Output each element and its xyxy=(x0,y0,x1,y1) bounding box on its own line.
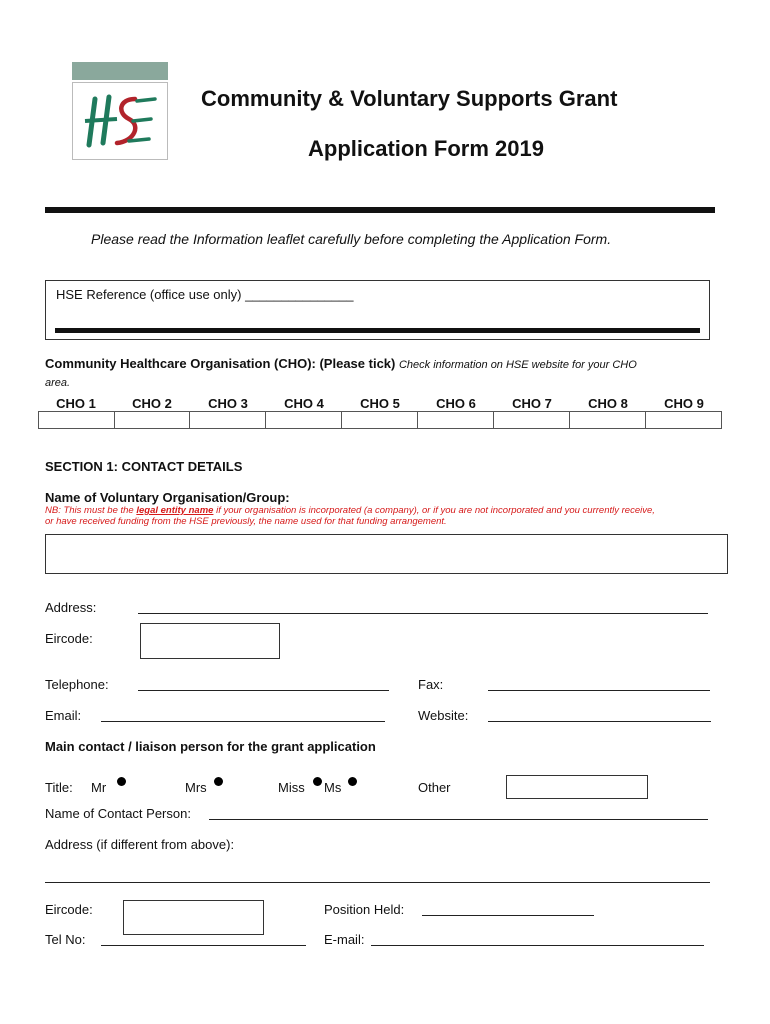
form-title-line2: Application Form 2019 xyxy=(308,136,544,161)
cho-checkbox-2[interactable] xyxy=(114,411,190,429)
cho-header-4: CHO 4 xyxy=(284,396,324,411)
email-line[interactable] xyxy=(101,721,385,722)
email-label: Email: xyxy=(45,708,82,723)
cho-checkbox-5[interactable] xyxy=(342,411,418,429)
contact-eircode-label: Eircode: xyxy=(45,902,93,917)
miss-radio[interactable] xyxy=(313,777,322,786)
main-contact-heading: Main contact / liaison person for the grant application xyxy=(45,739,376,754)
telephone-label: Telephone: xyxy=(45,677,109,692)
cho-header-5: CHO 5 xyxy=(360,396,400,411)
fax-label: Fax: xyxy=(418,677,444,692)
contact-name-line[interactable] xyxy=(209,819,708,820)
contact-email-line[interactable] xyxy=(371,945,704,946)
cho-question xyxy=(45,356,637,371)
contact-tel-label: Tel No: xyxy=(45,932,86,947)
position-label: Position Held: xyxy=(324,902,405,917)
address-line[interactable] xyxy=(138,613,708,614)
title-option-ms: Ms xyxy=(324,780,342,795)
cho-checkbox-3[interactable] xyxy=(190,411,266,429)
fax-line[interactable] xyxy=(488,690,710,691)
cho-checkbox-8[interactable] xyxy=(570,411,646,429)
ms-radio[interactable] xyxy=(348,777,357,786)
eircode-input[interactable] xyxy=(140,623,280,659)
mr-radio[interactable] xyxy=(117,777,126,786)
cho-header-8: CHO 8 xyxy=(588,396,628,411)
cho-header-6: CHO 6 xyxy=(436,396,476,411)
cho-question-bold: Community Healthcare Organisation (CHO): (Please tick) xyxy=(45,356,396,371)
cho-question-italic-2: area. xyxy=(45,377,71,389)
note-rest: if your organisation is incorporated (a company), or if you are not incorporated and you currently receive, xyxy=(213,505,655,516)
other-title-input[interactable] xyxy=(506,775,648,799)
position-line[interactable] xyxy=(422,915,594,916)
title-rule xyxy=(45,207,715,213)
alt-address-label: Address (if different from above): xyxy=(45,837,235,852)
legal-entity-note xyxy=(45,505,725,516)
cho-header-7: CHO 7 xyxy=(512,396,552,411)
cho-header-1: CHO 1 xyxy=(56,396,96,411)
website-label: Website: xyxy=(418,708,469,723)
cho-checkbox-9[interactable] xyxy=(646,411,722,429)
cho-checkbox-6[interactable] xyxy=(418,411,494,429)
alt-address-line[interactable] xyxy=(45,882,710,883)
org-name-input[interactable] xyxy=(45,534,728,574)
hse-reference-rule xyxy=(55,328,700,333)
form-title-line1: Community & Voluntary Supports Grant xyxy=(201,86,618,111)
cho-checkbox-1[interactable] xyxy=(38,411,115,429)
note-emphasis: legal entity name xyxy=(136,505,214,516)
logo-band xyxy=(72,62,168,80)
website-line[interactable] xyxy=(488,721,711,722)
title-option-mrs: Mrs xyxy=(185,780,207,795)
mrs-radio[interactable] xyxy=(214,777,223,786)
contact-email-label: E-mail: xyxy=(324,932,365,947)
hse-logo-icon xyxy=(73,83,167,159)
org-name-label: Name of Voluntary Organisation/Group: xyxy=(45,490,290,505)
contact-name-label: Name of Contact Person: xyxy=(45,806,191,821)
contact-eircode-input[interactable] xyxy=(123,900,264,935)
cho-header-9: CHO 9 xyxy=(664,396,704,411)
title-option-other: Other xyxy=(418,780,451,795)
eircode-label: Eircode: xyxy=(45,631,93,646)
telephone-line[interactable] xyxy=(138,690,389,691)
cho-question-italic: Check information on HSE website for your CHO xyxy=(398,359,637,371)
notice-text: Please read the Information leaflet carefully before completing the Application Form. xyxy=(91,231,612,247)
title-option-miss: Miss xyxy=(278,780,305,795)
cho-checkbox-7[interactable] xyxy=(494,411,570,429)
address-label: Address: xyxy=(45,600,97,615)
cho-checkbox-4[interactable] xyxy=(266,411,342,429)
logo-box xyxy=(72,82,168,160)
title-label: Title: xyxy=(45,780,73,795)
hse-reference-label: HSE Reference (office use only) _______________ xyxy=(56,287,354,302)
hse-reference-box xyxy=(45,280,710,340)
note-prefix: NB: This must be the xyxy=(45,505,137,516)
cho-header-2: CHO 2 xyxy=(132,396,172,411)
section1-heading: SECTION 1: CONTACT DETAILS xyxy=(45,459,243,474)
title-option-mr: Mr xyxy=(91,780,107,795)
contact-tel-line[interactable] xyxy=(101,945,306,946)
hse-logo xyxy=(72,62,168,160)
cho-header-3: CHO 3 xyxy=(208,396,248,411)
legal-entity-note-line2: or have received funding from the HSE previously, the name used for that funding arrangement. xyxy=(45,516,447,527)
